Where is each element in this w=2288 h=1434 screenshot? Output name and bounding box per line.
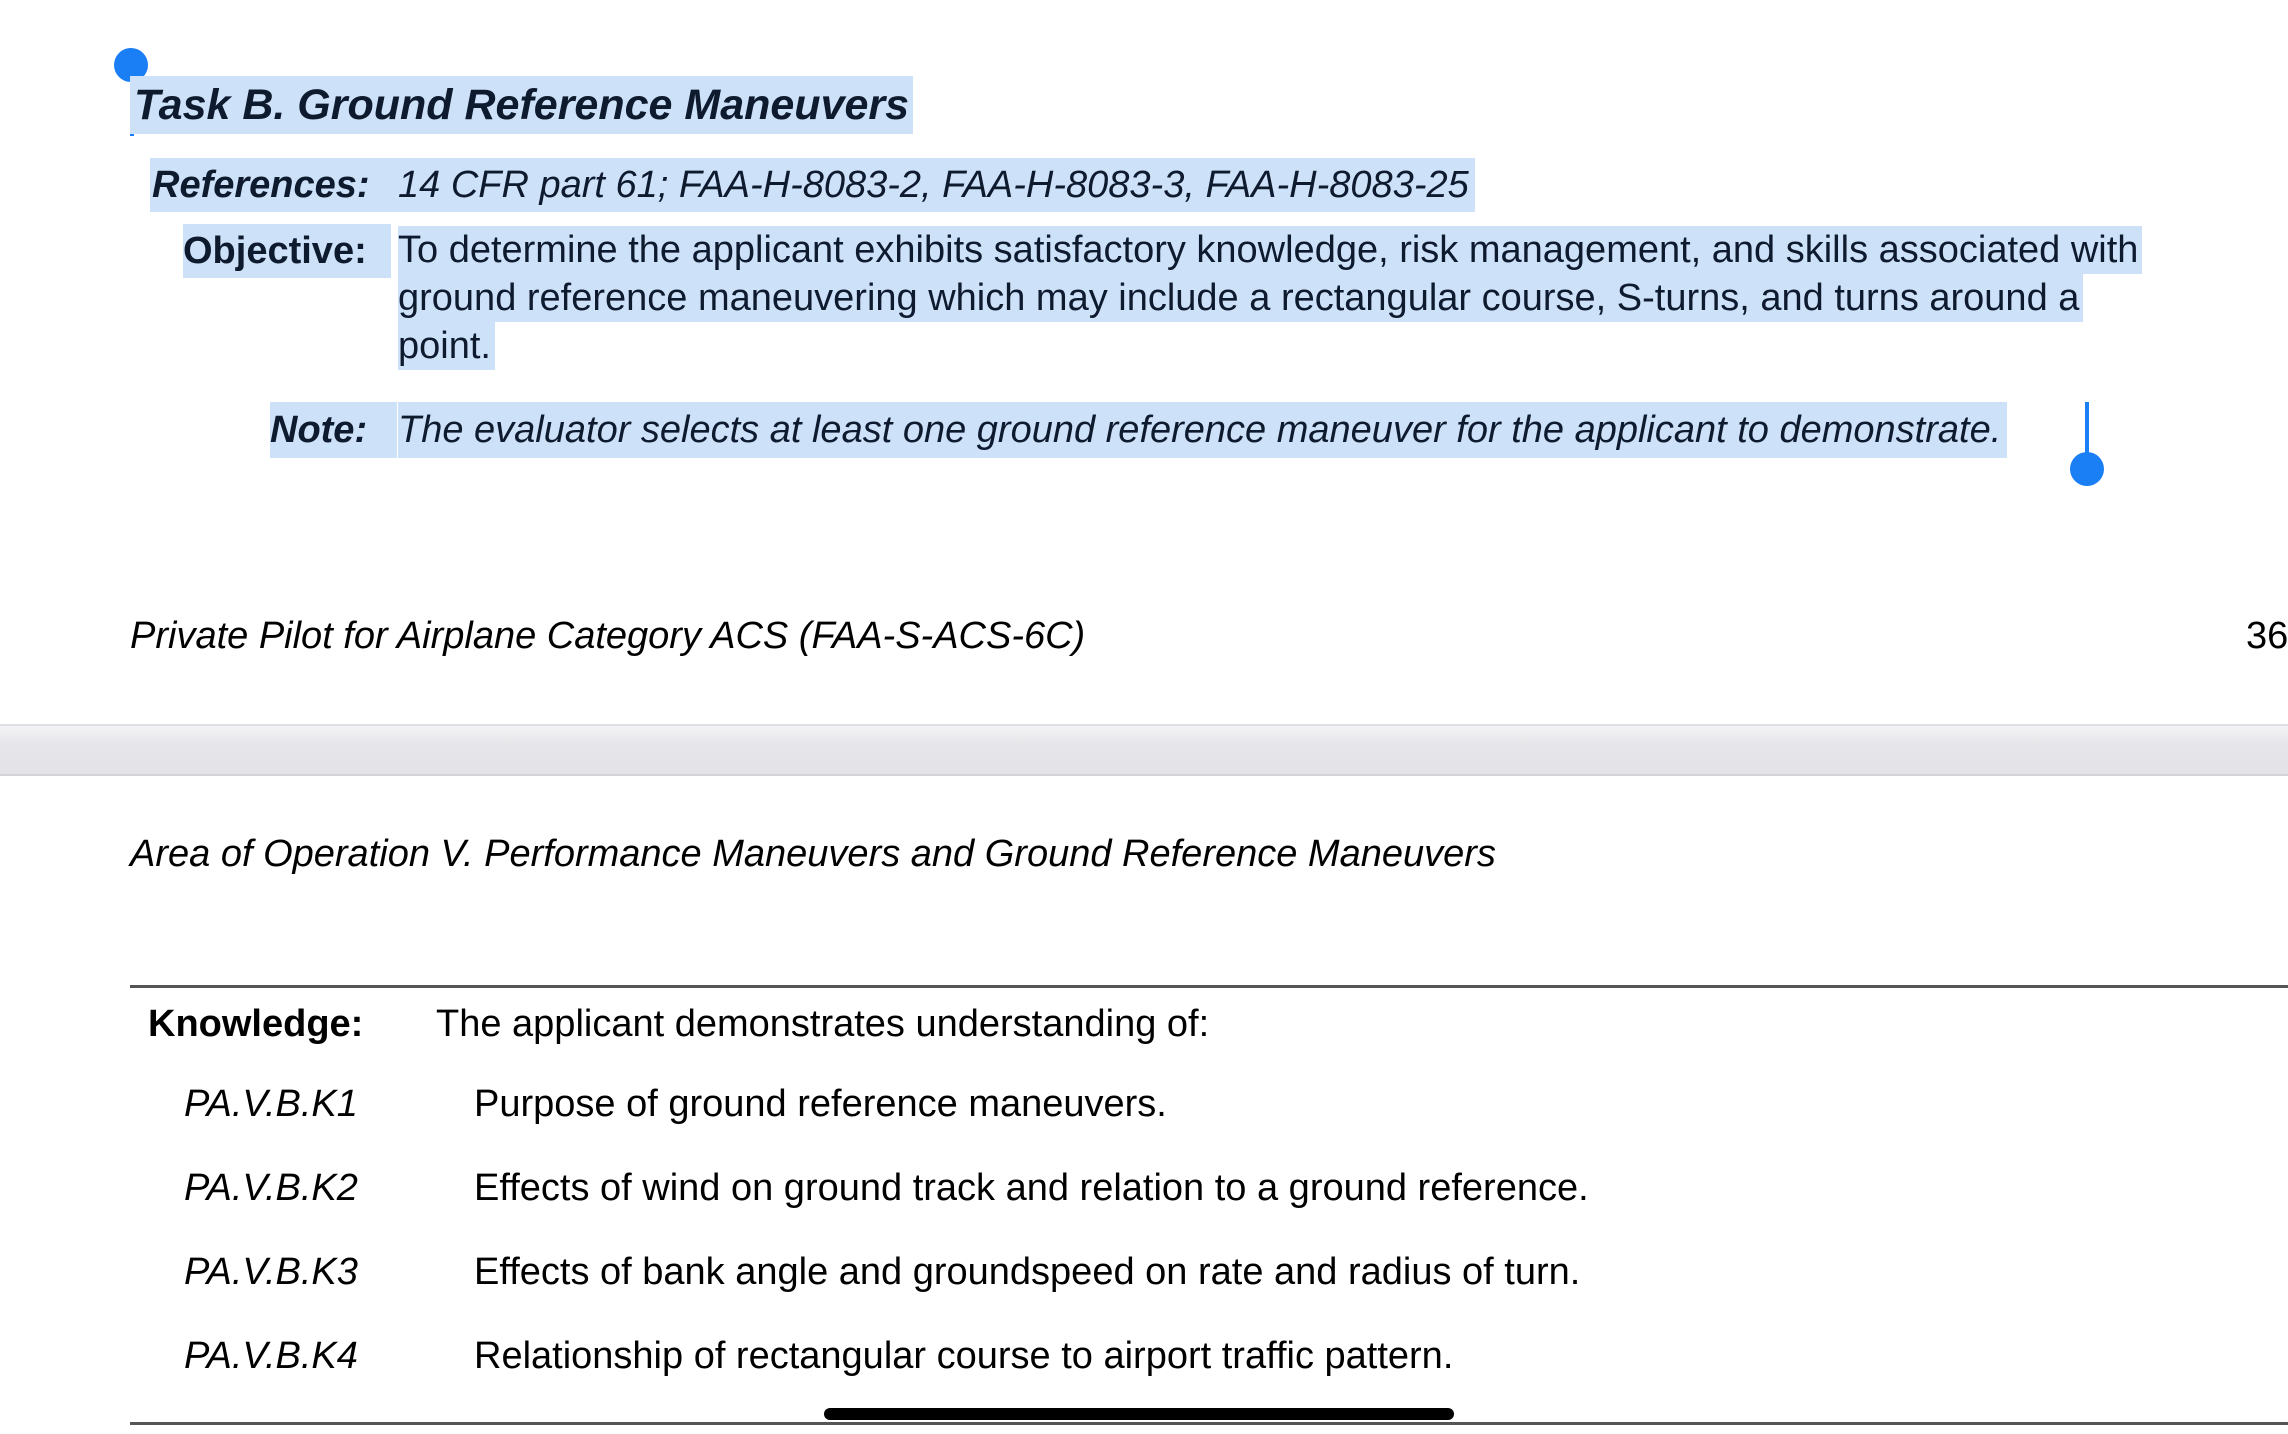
table-bottom-rule [130, 1422, 2288, 1425]
page-number: 36 [2246, 615, 2288, 657]
selection-end-handle[interactable] [2070, 452, 2104, 486]
note-value[interactable]: The evaluator selects at least one ground reference maneuver for the applicant to demonstrate. [398, 402, 2007, 458]
objective-label[interactable]: Objective: [183, 224, 391, 278]
task-title[interactable]: Task B. Ground Reference Maneuvers [130, 76, 913, 134]
note-label[interactable]: Note: [270, 402, 397, 458]
document-page-37 [0, 776, 2288, 1434]
knowledge-label: Knowledge: [148, 1003, 364, 1045]
references-label[interactable]: References: [150, 158, 398, 212]
knowledge-code: PA.V.B.K3 [184, 1251, 358, 1293]
area-of-operation-header: Area of Operation V. Performance Maneuvers and Ground Reference Maneuvers [130, 833, 1496, 875]
objective-line-3[interactable]: point. [398, 322, 495, 370]
objective-line-1[interactable]: To determine the applicant exhibits satisfactory knowledge, risk management, and skills associated with [398, 226, 2142, 274]
knowledge-text: Effects of wind on ground track and relation to a ground reference. [474, 1167, 1589, 1209]
table-top-rule [130, 985, 2288, 988]
page-separator [0, 724, 2288, 776]
references-value[interactable]: 14 CFR part 61; FAA-H-8083-2, FAA-H-8083-3, FAA-H-8083-25 [398, 158, 1475, 212]
selection-end-cursor [2085, 402, 2089, 458]
knowledge-text: Purpose of ground reference maneuvers. [474, 1083, 1167, 1125]
knowledge-code: PA.V.B.K2 [184, 1167, 358, 1209]
knowledge-code: PA.V.B.K4 [184, 1335, 358, 1377]
page-footer-title: Private Pilot for Airplane Category ACS (FAA-S-ACS-6C) [130, 615, 1086, 657]
objective-line-2[interactable]: ground reference maneuvering which may include a rectangular course, S-turns, and turns around a [398, 274, 2083, 322]
knowledge-text: Effects of bank angle and groundspeed on rate and radius of turn. [474, 1251, 1581, 1293]
knowledge-text: Relationship of rectangular course to airport traffic pattern. [474, 1335, 1454, 1377]
knowledge-intro: The applicant demonstrates understanding of: [436, 1003, 1210, 1045]
home-indicator-bar[interactable] [824, 1408, 1454, 1420]
knowledge-code: PA.V.B.K1 [184, 1083, 358, 1125]
